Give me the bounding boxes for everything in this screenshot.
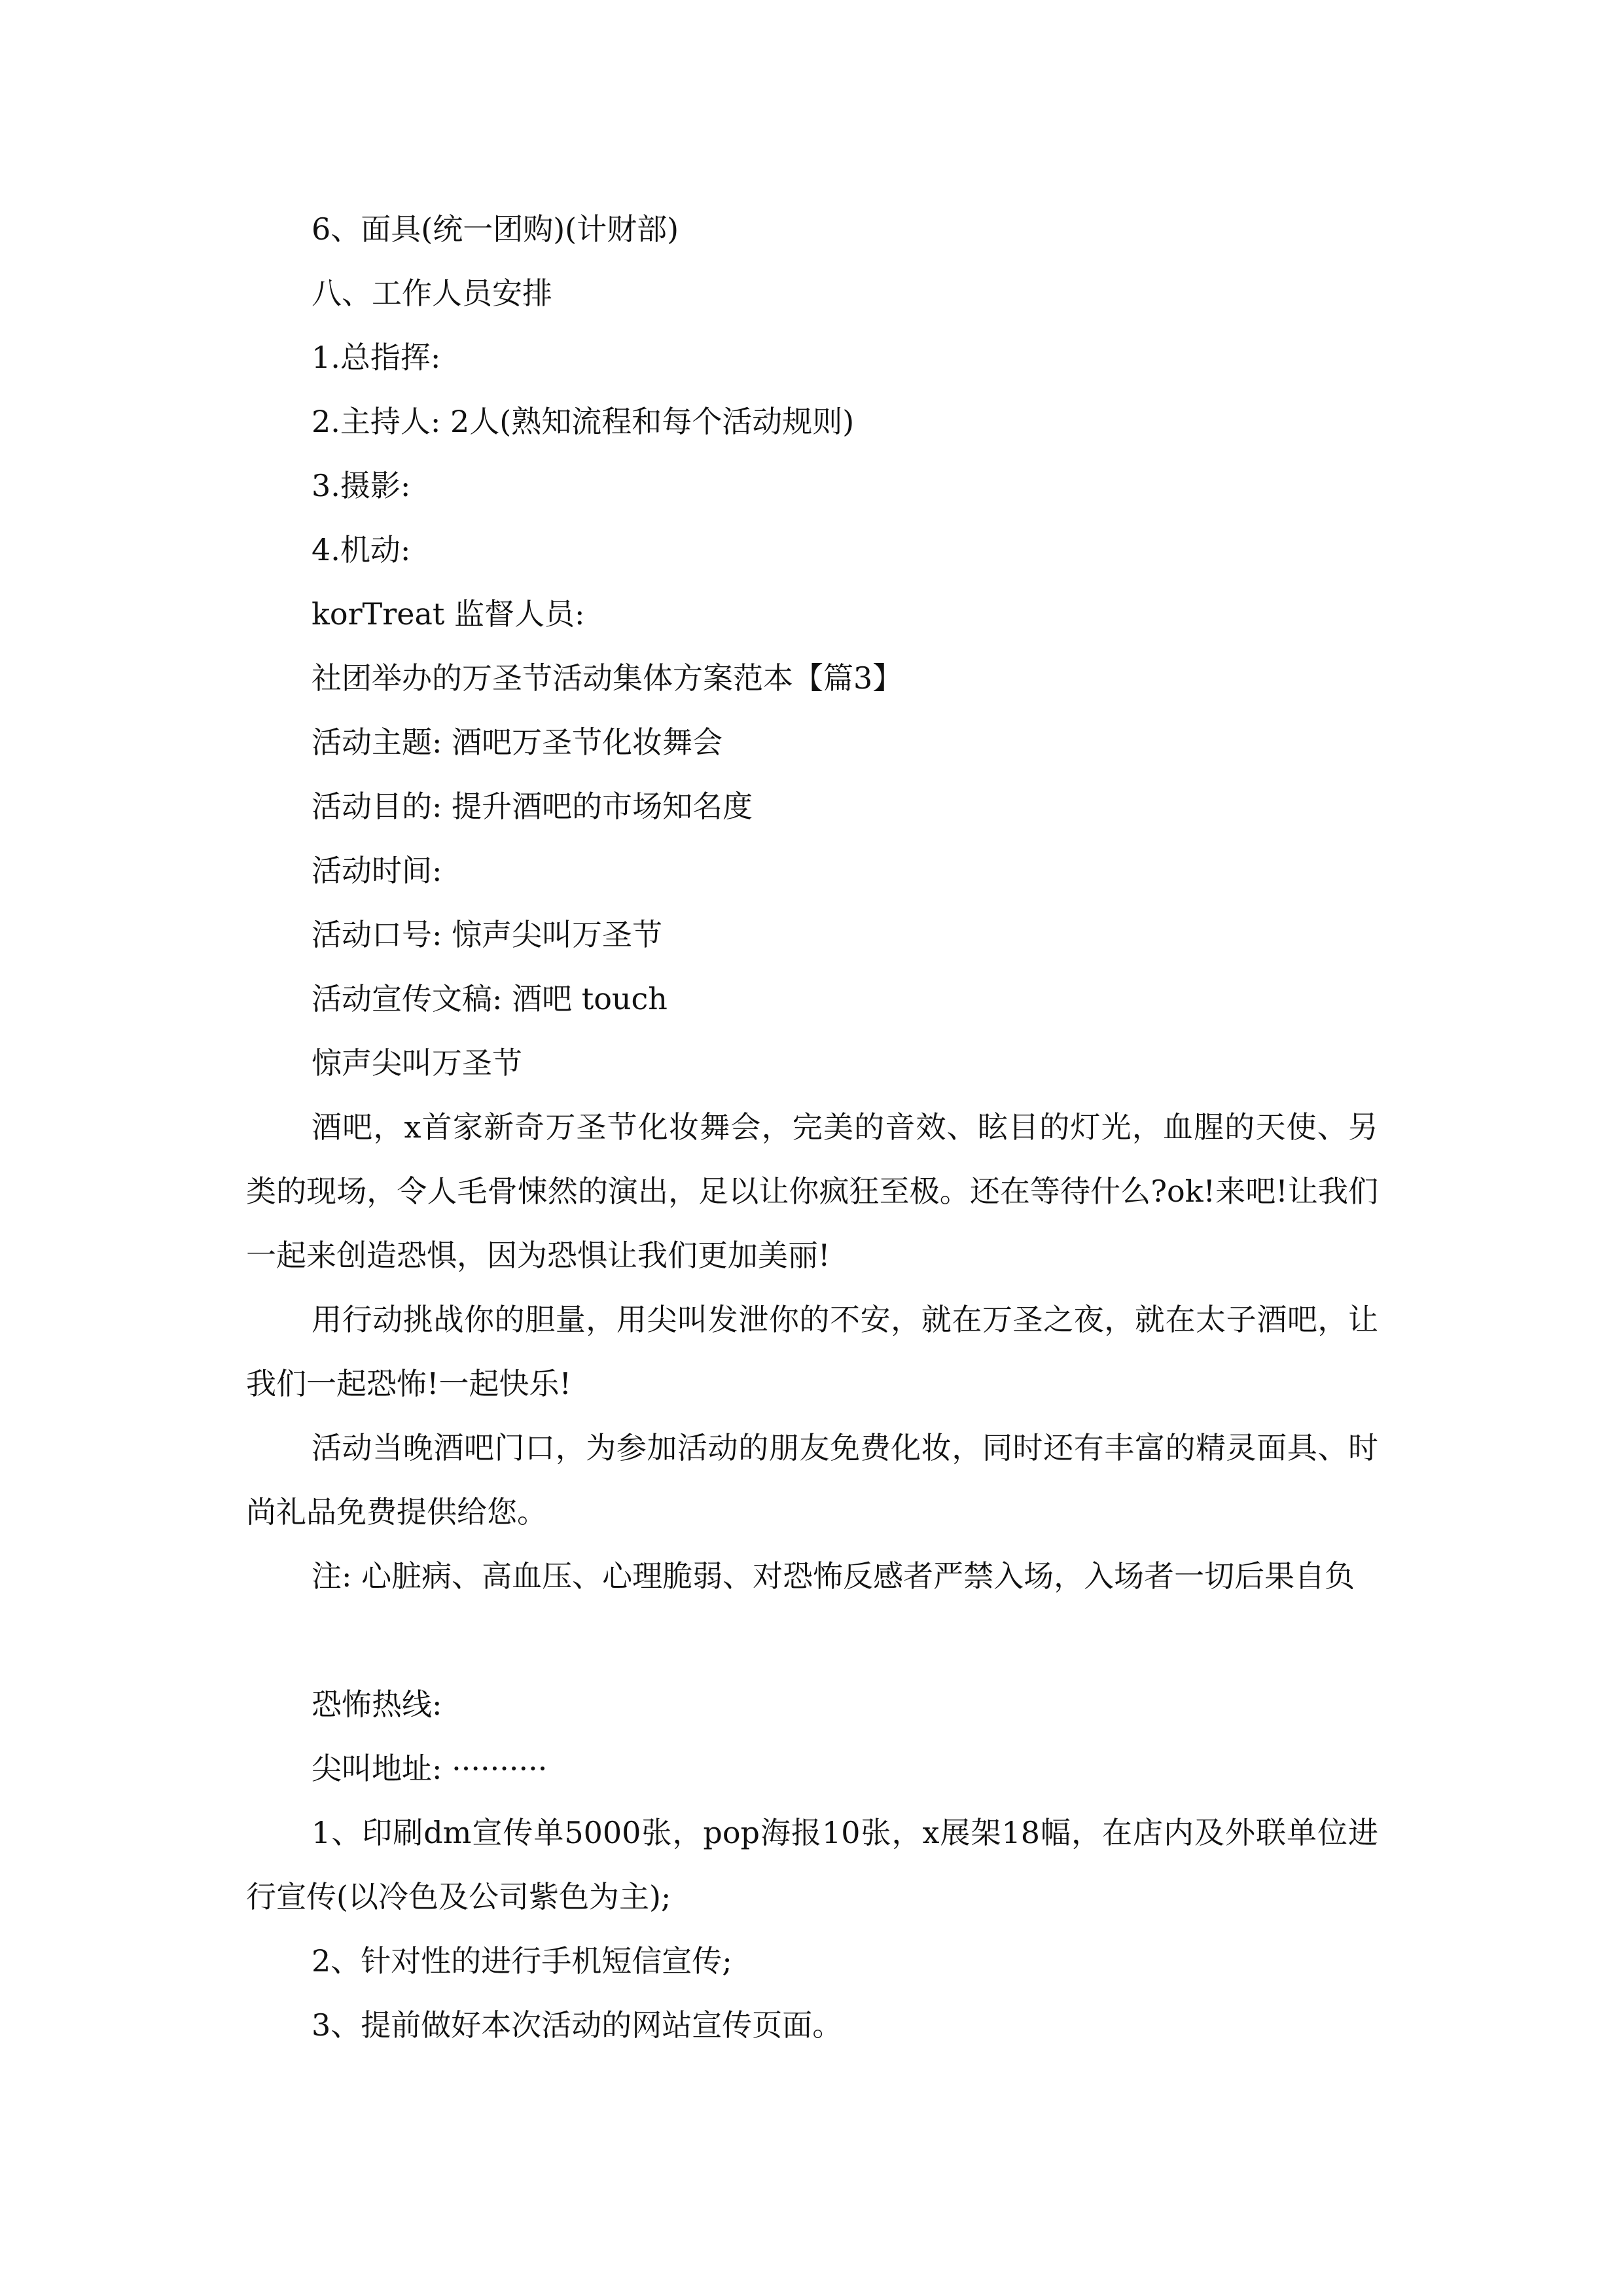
activity-copy-title: 惊声尖叫万圣节: [312, 1045, 522, 1081]
horror-hotline: 恐怖热线:: [312, 1687, 442, 1722]
activity-slogan: 活动口号: 惊声尖叫万圣节: [312, 917, 663, 952]
paragraph-challenge: 用行动挑战你的胆量，用尖叫发泄你的不安，就在万圣之夜，就在太子酒吧，让我们一起恐怖!一起快乐!: [246, 1302, 1378, 1401]
list-item-sms: 2、针对性的进行手机短信宣传;: [312, 1943, 732, 1979]
scream-address: 尖叫地址: ··········: [312, 1751, 548, 1786]
paragraph-makeup: 活动当晚酒吧门口，为参加活动的朋友免费化妆，同时还有丰富的精灵面具、时尚礼品免费提供给您。: [246, 1430, 1378, 1530]
paragraph-warning: 注: 心脏病、高血压、心理脆弱、对恐怖反感者严禁入场，入场者一切后果自负: [312, 1558, 1355, 1594]
staff-item-host: 2.主持人: 2人(熟知流程和每个活动规则): [312, 404, 855, 439]
staff-item-photography: 3.摄影:: [312, 468, 411, 503]
article-title-part3: 社团举办的万圣节活动集体方案范本【篇3】: [312, 660, 903, 696]
activity-time: 活动时间:: [312, 853, 442, 888]
paragraph-intro: 酒吧，x首家新奇万圣节化妆舞会，完美的音效、眩目的灯光，血腥的天使、另 类的现场，令人毛骨悚然的演出，足以让你疯狂至极。还在等待什么?ok!来吧!让我们一起来创造恐惧，因为恐惧让我们更加美丽!: [246, 1109, 1378, 1273]
section-heading-staff: 八、工作人员安排: [312, 276, 552, 311]
paragraph-printing: 1、印刷dm宣传单5000张，pop海报10张，x展架18幅，在店内及外联单位进行宣传(以冷色及公司紫色为主);: [246, 1815, 1378, 1914]
activity-copy-heading: 活动宣传文稿: 酒吧 touch: [312, 981, 668, 1016]
activity-theme: 活动主题: 酒吧万圣节化妆舞会: [312, 725, 723, 760]
list-item-website: 3、提前做好本次活动的网站宣传页面。: [312, 2007, 843, 2043]
staff-item-supervisor: korTreat 监督人员:: [312, 596, 585, 632]
list-item-masks: 6、面具(统一团购)(计财部): [312, 211, 679, 247]
staff-item-director: 1.总指挥:: [312, 340, 441, 375]
activity-purpose: 活动目的: 提升酒吧的市场知名度: [312, 789, 753, 824]
staff-item-mobile: 4.机动:: [312, 532, 411, 567]
